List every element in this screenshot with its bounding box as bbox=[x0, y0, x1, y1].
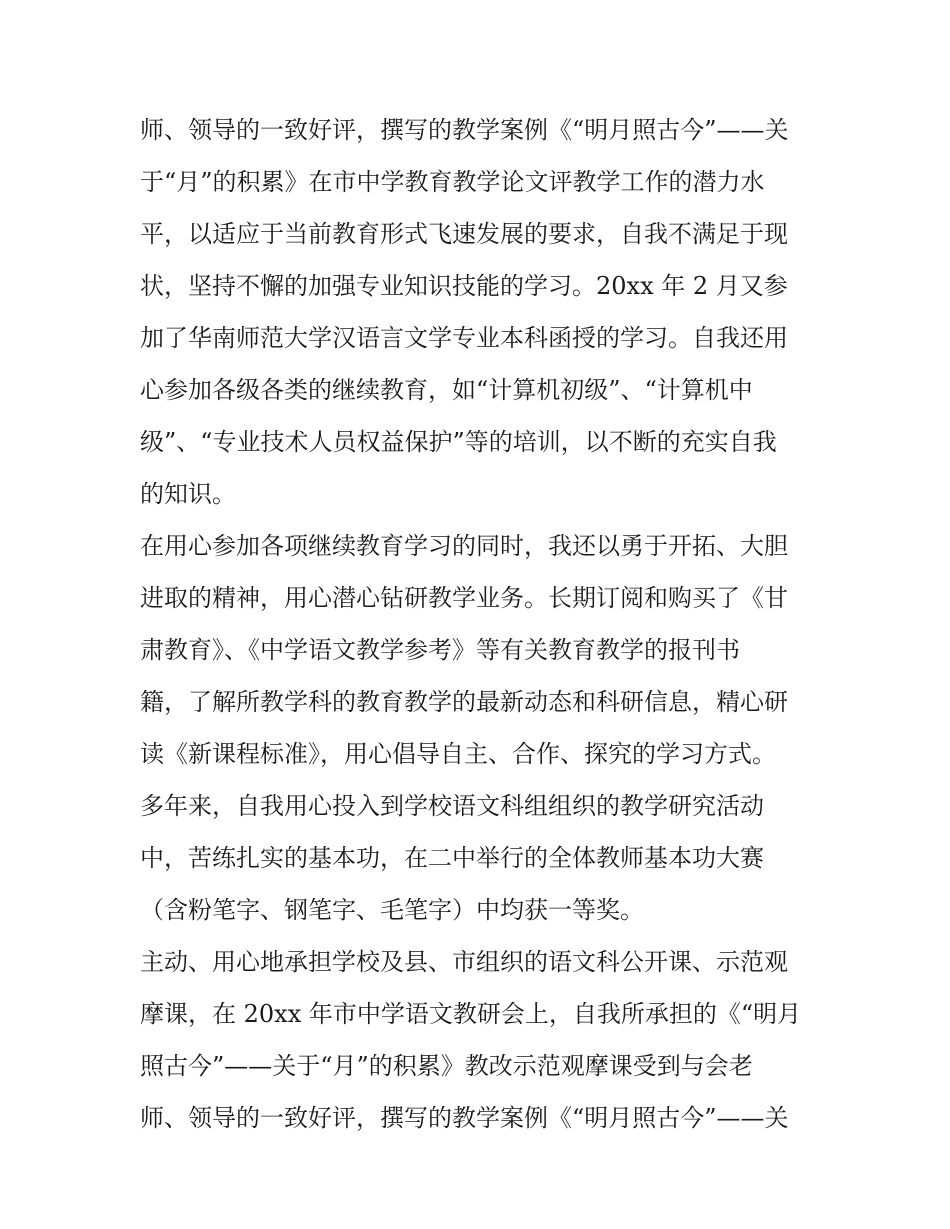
text-line-15: 中，苦练扎实的基本功，在二中举行的全体教师基本功大赛 bbox=[140, 844, 764, 872]
text-line-18: 摩课，在 20xx 年市中学语文教研会上，自我所承担的《“明月 bbox=[140, 1000, 802, 1028]
text-line-17: 主动、用心地承担学校及县、市组织的语文科公开课、示范观 bbox=[140, 948, 788, 976]
text-line-6: 心参加各级各类的继续教育，如“计算机初级”、“计算机中 bbox=[140, 376, 753, 404]
text-line-9: 在用心参加各项继续教育学习的同时，我还以勇于开拓、大胆 bbox=[140, 532, 788, 560]
document-body bbox=[140, 104, 830, 1144]
text-line-4: 状，坚持不懈的加强专业知识技能的学习。20xx 年 2 月又参 bbox=[140, 272, 788, 300]
text-line-8: 的知识。 bbox=[140, 480, 236, 508]
text-line-2: 于“月”的积累》在市中学教育教学论文评教学工作的潜力水 bbox=[140, 168, 765, 196]
text-line-13: 读《新课程标准》，用心倡导自主、合作、探究的学习方式。 bbox=[140, 740, 776, 768]
text-line-19: 照古今”——关于“月”的积累》教改示范观摩课受到与会老 bbox=[140, 1052, 753, 1080]
text-line-16: （含粉笔字、钢笔字、毛笔字）中均获一等奖。 bbox=[140, 896, 644, 924]
text-line-11: 肃教育》、《中学语文教学参考》等有关教育教学的报刊书 bbox=[140, 636, 740, 664]
text-line-12: 籍，了解所教学科的教育教学的最新动态和科研信息，精心研 bbox=[140, 688, 788, 716]
text-line-3: 平，以适应于当前教育形式飞速发展的要求，自我不满足于现 bbox=[140, 220, 788, 248]
text-line-20: 师、领导的一致好评，撰写的教学案例《“明月照古今”——关 bbox=[140, 1104, 789, 1132]
text-line-5: 加了华南师范大学汉语言文学专业本科函授的学习。自我还用 bbox=[140, 324, 788, 352]
text-line-10: 进取的精神，用心潜心钻研教学业务。长期订阅和购买了《甘 bbox=[140, 584, 788, 612]
text-line-14: 多年来，自我用心投入到学校语文科组组织的教学研究活动 bbox=[140, 792, 764, 820]
text-line-7: 级”、“专业技术人员权益保护”等的培训，以不断的充实自我 bbox=[140, 428, 777, 456]
text-line-1: 师、领导的一致好评，撰写的教学案例《“明月照古今”——关 bbox=[140, 116, 789, 144]
